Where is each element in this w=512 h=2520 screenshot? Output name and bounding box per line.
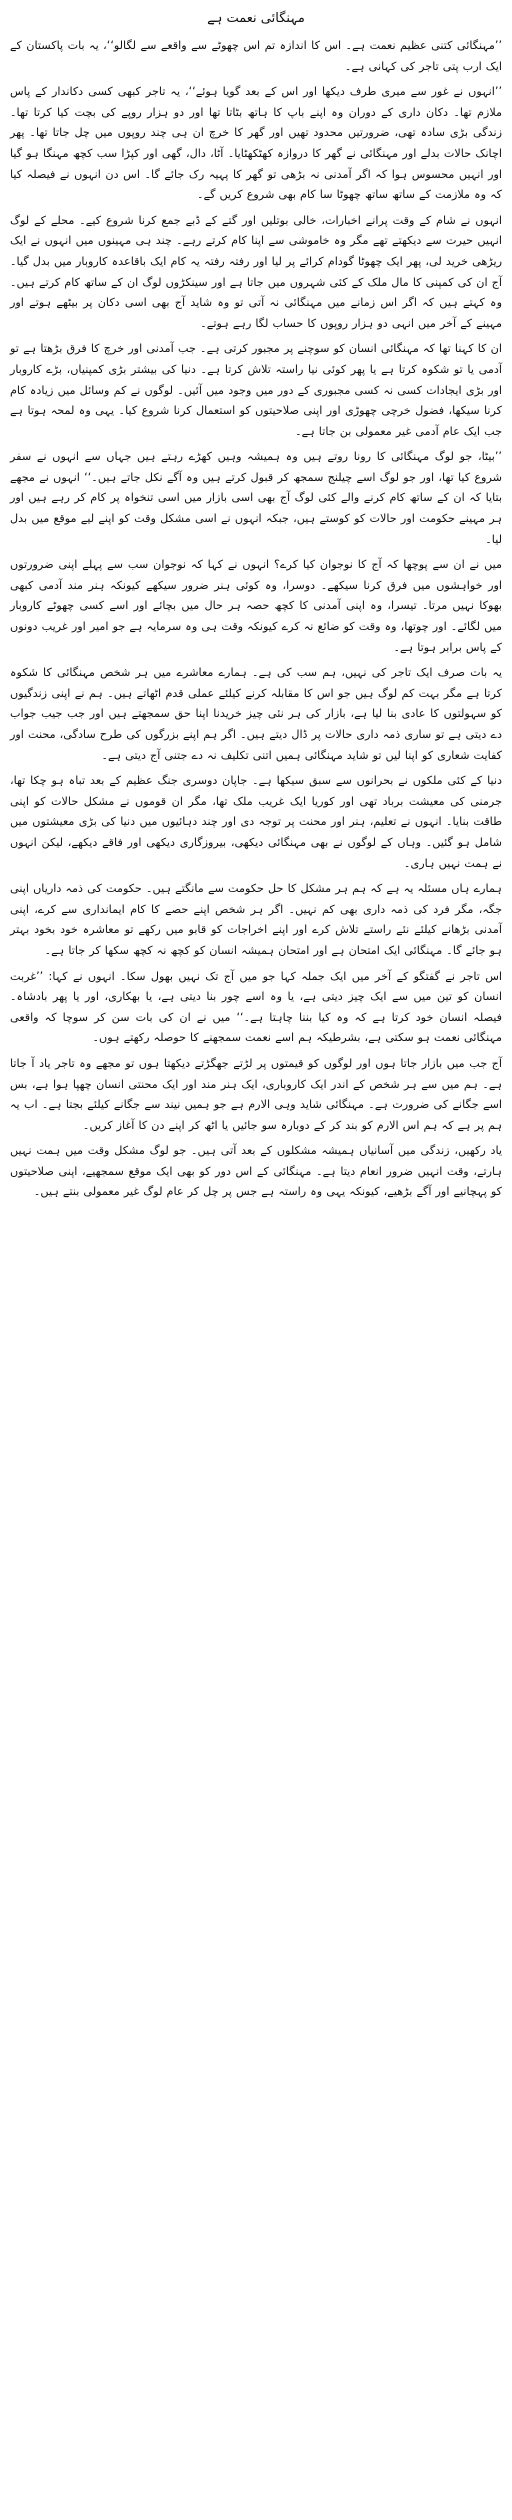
article-paragraph: ’’انہوں نے غور سے میری طرف دیکھا اور اس کے بعد گویا ہوئے‘‘، یہ تاجر کبھی کسی دکاندار کے پاس ملازم تھا۔ دکان داری کے دوران وہ اپنے باپ کا ہاتھ بٹاتا تھا اور دو ہزار روپے کی بچت کیا کرتا تھا۔ زندگی بڑی سادہ تھی، ضرورتیں محدود تھیں اور گھر کا خرچ ان ہی چند روپوں میں چل جاتا تھا۔ پھر اچانک حالات بدلے اور مہنگائی نے گھر کا دروازہ کھٹکھٹایا۔ آٹا، دال، گھی اور کپڑا سب کچھ مہنگا ہو گیا اور انہیں محسوس ہوا کہ اگر آمدنی نہ بڑھی تو گھر کا پہیہ رک جائے گا۔ اس دن انہوں نے فیصلہ کیا کہ وہ ملازمت کے ساتھ ساتھ چھوٹا سا کام بھی شروع کریں گے۔ (10, 85, 502, 202)
article-paragraph: ان کا کہنا تھا کہ مہنگائی انسان کو سوچنے پر مجبور کرتی ہے۔ جب آمدنی اور خرچ کا فرق بڑھتا ہے تو آدمی یا تو شکوہ کرتا ہے یا پھر کوئی نیا راستہ تلاش کرتا ہے۔ دنیا کی بیشتر بڑی کمپنیاں، بڑے کاروبار اور بڑی ایجادات کسی نہ کسی مجبوری کے دور میں وجود میں آئیں۔ لوگوں نے کم وسائل میں زیادہ کام کرنا سیکھا، فضول خرچی چھوڑی اور اپنی صلاحیتوں کو استعمال کرنا شروع کیا۔ یہی وہ لمحہ ہوتا ہے جب ایک عام آدمی غیر معمولی بن جاتا ہے۔ (10, 342, 502, 438)
article-paragraph: یہ بات صرف ایک تاجر کی نہیں، ہم سب کی ہے۔ ہمارے معاشرے میں ہر شخص مہنگائی کا شکوہ کرتا ہے مگر بہت کم لوگ ہیں جو اس کا مقابلہ کرنے کیلئے عملی قدم اٹھاتے ہیں۔ ہم نے اپنی زندگیوں کو سہولتوں کا عادی بنا لیا ہے، بازار کی ہر نئی چیز خریدنا اپنا حق سمجھتے ہیں اور جب جیب جواب دے دیتی ہے تو ساری ذمہ داری حالات پر ڈال دیتے ہیں۔ اگر ہم اپنے بزرگوں کی طرح سادگی، محنت اور کفایت شعاری کو اپنا لیں تو شاید مہنگائی ہمیں اتنی تکلیف نہ دے جتنی آج دیتی ہے۔ (10, 666, 502, 762)
article-paragraph: اس تاجر نے گفتگو کے آخر میں ایک جملہ کہا جو میں آج تک نہیں بھول سکا۔ انہوں نے کہا: ’’غربت انسان کو تین میں سے ایک چیز دیتی ہے، یا وہ اسے چور بنا دیتی ہے، یا بھکاری، اور یا پھر بادشاہ۔ فیصلہ انسان خود کرتا ہے کہ وہ کیا بننا چاہتا ہے۔‘‘ میں نے ان کی بات سن کر سوچا کہ واقعی مہنگائی نعمت ہو سکتی ہے، بشرطیکہ ہم اسے نعمت سمجھنے کا حوصلہ رکھتے ہوں۔ (10, 969, 502, 1045)
article-paragraph: ’’بیٹا، جو لوگ مہنگائی کا رونا روتے ہیں وہ ہمیشہ وہیں کھڑے رہتے ہیں جہاں سے انہوں نے سفر شروع کیا تھا، اور جو لوگ اسے چیلنج سمجھ کر قبول کرتے ہیں وہ آگے نکل جاتے ہیں۔‘‘ انہوں نے مجھے بتایا کہ ان کے ساتھ کام کرنے والے کئی لوگ آج بھی اسی بازار میں اسی تنخواہ پر کام کر رہے ہیں اور ہر مہینے حکومت اور حالات کو کوستے ہیں، جبکہ انہوں نے اسی مشکل وقت کو اپنے لیے موقع میں بدل لیا۔ (10, 450, 502, 546)
article-body (10, 36, 502, 1203)
article-paragraph: دنیا کے کئی ملکوں نے بحرانوں سے سبق سیکھا ہے۔ جاپان دوسری جنگ عظیم کے بعد تباہ ہو چکا تھا، جرمنی کی معیشت برباد تھی اور کوریا ایک غریب ملک تھا، مگر ان قوموں نے مشکل حالات کو اپنی طاقت بنایا۔ انہوں نے تعلیم، ہنر اور محنت پر توجہ دی اور چند دہائیوں میں دنیا کی بڑی معیشتوں میں شامل ہو گئیں۔ وہاں کے لوگوں نے بھی مہنگائی دیکھی، بیروزگاری دیکھی اور فاقے دیکھے، لیکن انہوں نے ہمت نہیں ہاری۔ (10, 774, 502, 870)
article-paragraph: ’’مہنگائی کتنی عظیم نعمت ہے۔ اس کا اندازہ تم اس چھوٹے سے واقعے سے لگالو‘‘، یہ بات پاکستان کے ایک ارب پتی تاجر کی کہانی ہے۔ (10, 39, 502, 73)
article-paragraph: ہمارے ہاں مسئلہ یہ ہے کہ ہم ہر مشکل کا حل حکومت سے مانگتے ہیں۔ حکومت کی ذمہ داریاں اپنی جگہ، مگر فرد کی ذمہ داری بھی کم نہیں۔ اگر ہر شخص اپنے حصے کا کام ایمانداری سے کرے، اپنی آمدنی بڑھانے کیلئے نئے راستے تلاش کرے اور اپنے اخراجات کو قابو میں رکھے تو معاشرہ خود بخود بہتر ہو جائے گا۔ مہنگائی ایک امتحان ہے اور امتحان ہمیشہ انسان کو کچھ نہ کچھ سکھا کر جاتا ہے۔ (10, 882, 502, 957)
article-paragraph: یاد رکھیں، زندگی میں آسانیاں ہمیشہ مشکلوں کے بعد آتی ہیں۔ جو لوگ مشکل وقت میں ہمت نہیں ہارتے، وقت انہیں ضرور انعام دیتا ہے۔ مہنگائی کے اس دور کو بھی ایک موقع سمجھیے، اپنی صلاحیتوں کو پہچانیے اور آگے بڑھیے، کیونکہ یہی وہ راستہ ہے جس پر چل کر عام لوگ غیر معمولی بنتے ہیں۔ (10, 1144, 502, 1199)
article-paragraph: میں نے ان سے پوچھا کہ آج کا نوجوان کیا کرے؟ انہوں نے کہا کہ نوجوان سب سے پہلے اپنی ضرورتوں اور خواہشوں میں فرق کرنا سیکھے۔ دوسرا، وہ کوئی ہنر ضرور سیکھے کیونکہ ہنر مند آدمی کبھی بھوکا نہیں مرتا۔ تیسرا، وہ اپنی آمدنی کا کچھ حصہ ہر حال میں بچائے اور اسے کسی چھوٹے کاروبار میں لگائے۔ اور چوتھا، وہ وقت کو ضائع نہ کرے کیونکہ وقت ہی وہ سرمایہ ہے جو امیر اور غریب دونوں کے پاس برابر ہوتا ہے۔ (10, 558, 502, 654)
article-paragraph: انہوں نے شام کے وقت پرانے اخبارات، خالی بوتلیں اور گتے کے ڈبے جمع کرنا شروع کیے۔ محلے کے لوگ انہیں حیرت سے دیکھتے تھے مگر وہ خاموشی سے اپنا کام کرتے رہے۔ چند ہی مہینوں میں انہوں نے ایک ریڑھی خرید لی، پھر ایک چھوٹا گودام کرائے پر لیا اور رفتہ رفتہ یہ کام ایک باقاعدہ کاروبار میں بدل گیا۔ آج ان کی کمپنی کا مال ملک کے کئی شہروں میں جاتا ہے اور سینکڑوں لوگ ان کے ساتھ کام کرتے ہیں۔ وہ کہتے ہیں کہ اگر اس زمانے میں مہنگائی نہ آتی تو وہ شاید آج بھی اسی دکان پر بیٹھے ہوتے اور مہینے کے آخر میں انہی دو ہزار روپوں کا حساب لگا رہے ہوتے۔ (9, 213, 502, 330)
article-paragraph: آج جب میں بازار جاتا ہوں اور لوگوں کو قیمتوں پر لڑتے جھگڑتے دیکھتا ہوں تو مجھے وہ تاجر یاد آ جاتا ہے۔ ہم میں سے ہر شخص کے اندر ایک کاروباری، ایک ہنر مند اور ایک محنتی انسان چھپا ہوا ہے، بس اسے جگانے کی ضرورت ہے۔ مہنگائی شاید وہی الارم ہے جو ہمیں نیند سے جگانے کیلئے بجتا ہے۔ اب یہ ہم پر ہے کہ ہم اس الارم کو بند کر کے دوبارہ سو جائیں یا اٹھ کر اپنے دن کا آغاز کریں۔ (10, 1056, 502, 1132)
article-title: مہنگائی نعمت ہے (207, 11, 305, 26)
